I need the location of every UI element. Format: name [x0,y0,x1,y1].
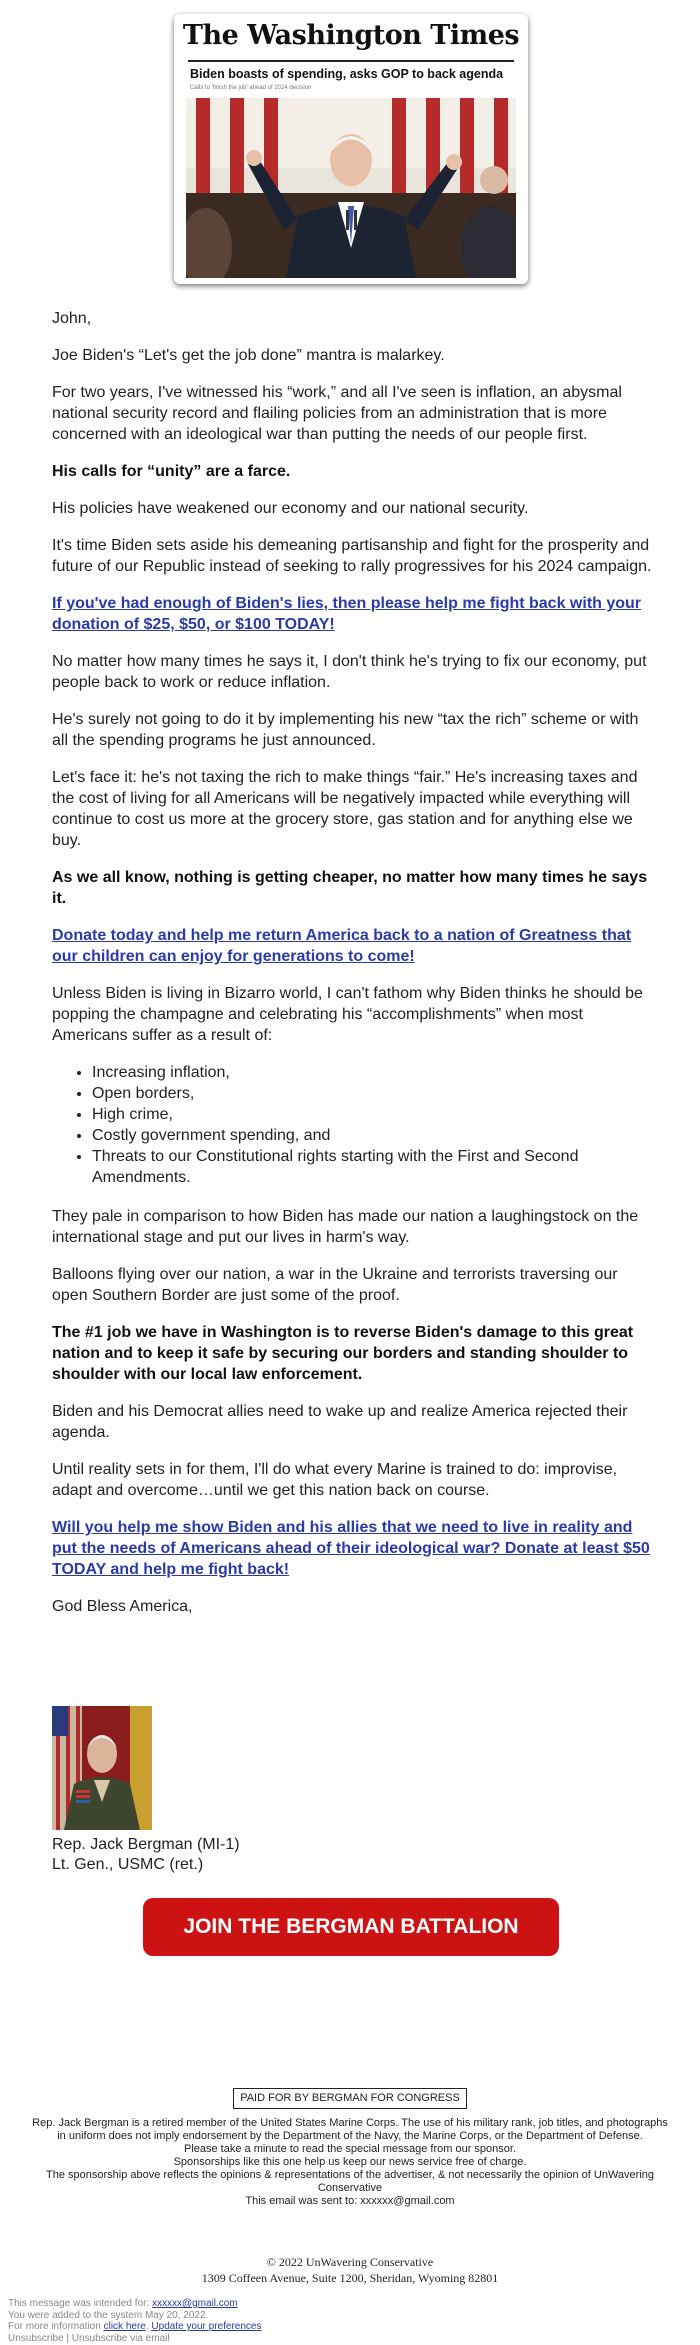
paid-for-box: PAID FOR BY BERGMAN FOR CONGRESS [233,2088,467,2109]
sponsor-message-note: Please take a minute to read the special message from our sponsor. [183,2143,516,2155]
news-headline: Biden boasts of spending, asks GOP to back agenda [190,67,504,81]
paragraph-balloons: Balloons flying over our nation, a war in the Ukraine and terrorists traversing our open Southern Border are just some of the proof. [52,1266,618,1304]
bergman-portrait-photo [52,1706,152,1830]
intended-email-link[interactable]: xxxxxx@gmail.com [151,2298,238,2309]
update-preferences-link[interactable]: Update your preferences [151,2321,262,2332]
news-subhead: Calls to 'finish the job' ahead of 2024 decision [190,85,312,91]
opinions-note: The sponsorship above reflects the opinions & representations of the advertiser, & not necessarily the opinion of UnWavering Conservative [46,2169,654,2194]
more-info-label: For more information [8,2321,104,2332]
intended-for-line [8,2298,261,2310]
masthead-divider [188,60,514,62]
paragraph-face-it: Let's face it: he's not taxing the rich to make things “fair.” He's increasing taxes and the cost of living for all Americans will be negatively impacted while everything will continue to cost us more at the grocery store, gas station and for anything else we buy. [52,769,638,849]
biden-speech-photo [186,98,516,278]
grievance-list [52,1062,652,1188]
donate-link-greatness[interactable]: Donate today and help me return America back to a nation of Greatness that our children can enjoy for generations to come! [52,927,632,965]
paragraph-number-one-job: The #1 job we have in Washington is to reverse Biden's damage to this great nation and to keep it safe by securing our borders and standing shoulder to shoulder with our local law enforcement. [52,1324,634,1383]
unsubscribe-email-link[interactable]: Unsubscribe via email [71,2332,170,2344]
paragraph-laughingstock: They pale in comparison to how Biden has made our nation a laughingstock on the international stage and put our lives in harm's way. [52,1208,639,1246]
footer [30,2088,670,2208]
unsubscribe-link[interactable]: Unsubscribe [8,2332,64,2344]
click-here-link[interactable]: click here [103,2321,146,2332]
signer-title: Lt. Gen., USMC (ret.) [52,1856,204,1873]
newspaper-masthead: The Washington Times [182,20,520,51]
list-item: • Open borders, [92,1083,652,1104]
newspaper-header-image[interactable] [174,14,528,284]
military-disclaimer: Rep. Jack Bergman is a retired member of the United States Marine Corps. The use of his military rank, job titles, and photographs in uniform does not imply endorsement by the Department of the Navy, the Marine Corps, or the Department of Defense. [32,2117,668,2142]
copyright-text: © 2022 UnWavering Conservative [266,2255,434,2269]
mailing-address: 1309 Coffeen Avenue, Suite 1200, Sheridan, Wyoming 82801 [201,2271,499,2285]
signature-block [52,1706,152,1830]
paragraph-fix-economy: No matter how many times he says it, I don't think he's trying to fix our economy, put people back to work or reduce inflation. [52,653,647,691]
paragraph-unity-farce: His calls for “unity” are a farce. [52,463,291,480]
email-body [52,308,652,1633]
list-item: • Threats to our Constitutional rights starting with the First and Second Amendments. [92,1146,652,1188]
paragraph-two-years: For two years, I've witnessed his “work,” and all I've seen is inflation, an abysmal national security record and flailing policies from an administration that is more concerned with an ideological war than putting the needs of our people first. [52,384,622,443]
more-info-line: For more information click here. Update your preferences [8,2321,262,2332]
intended-for-label: This message was intended for: [8,2298,152,2309]
added-date-line: You were added to the system May 20, 2022. [8,2309,209,2321]
paragraph-marine: Until reality sets in for them, I'll do what every Marine is trained to do: improvise, adapt and overcome…until we get this nation back on course. [52,1461,618,1499]
list-item: • High crime, [92,1104,652,1125]
signer-name: Rep. Jack Bergman (MI-1) [52,1836,240,1853]
greeting: John, [52,310,92,327]
list-item: • Costly government spending, and [92,1125,652,1146]
paragraph-tax-the-rich: He's surely not going to do it by implementing his new “tax the rich” scheme or with all the spending programs he just announced. [52,711,639,749]
closing: God Bless America, [52,1598,193,1615]
paragraph-malarkey: Joe Biden's “Let's get the job done” mantra is malarkey. [52,347,445,364]
copyright-block [0,2254,700,2286]
paragraph-bizarro: Unless Biden is living in Bizarro world, I can't fathom why Biden thinks he should be popping the champagne and celebrating his “accomplishments” when most Americans suffer as a result of: [52,985,643,1044]
donate-link-50[interactable]: Will you help me show Biden and his allies that we need to live in reality and put the needs of Americans ahead of their ideological war? Donate at least $50 TODAY and help me fight back! [52,1519,650,1578]
unsubscribe-line [8,2333,261,2345]
mail-service-footer [8,2298,261,2344]
sent-to-note: This email was sent to: xxxxxx@gmail.com [245,2195,455,2207]
sponsorship-note: Sponsorships like this one help us keep our news service free of charge. [173,2156,527,2168]
unsubscribe-separator: | [63,2332,72,2344]
list-item: • Increasing inflation, [92,1062,652,1083]
paragraph-partisanship: It's time Biden sets aside his demeaning partisanship and fight for the prosperity and future of our Republic instead of seeking to rally progressives for his 2024 campaign. [52,537,652,575]
paragraph-policies: His policies have weakened our economy and our national security. [52,500,529,517]
join-battalion-button[interactable]: JOIN THE BERGMAN BATTALION [143,1898,559,1956]
paragraph-wake-up: Biden and his Democrat allies need to wake up and realize America rejected their agenda. [52,1403,628,1441]
donate-link-25-50-100[interactable]: If you've had enough of Biden's lies, then please help me fight back with your donation of $25, $50, or $100 TODAY! [52,595,642,633]
paragraph-nothing-cheaper: As we all know, nothing is getting cheaper, no matter how many times he says it. [52,869,648,907]
signature-text [52,1835,240,1875]
